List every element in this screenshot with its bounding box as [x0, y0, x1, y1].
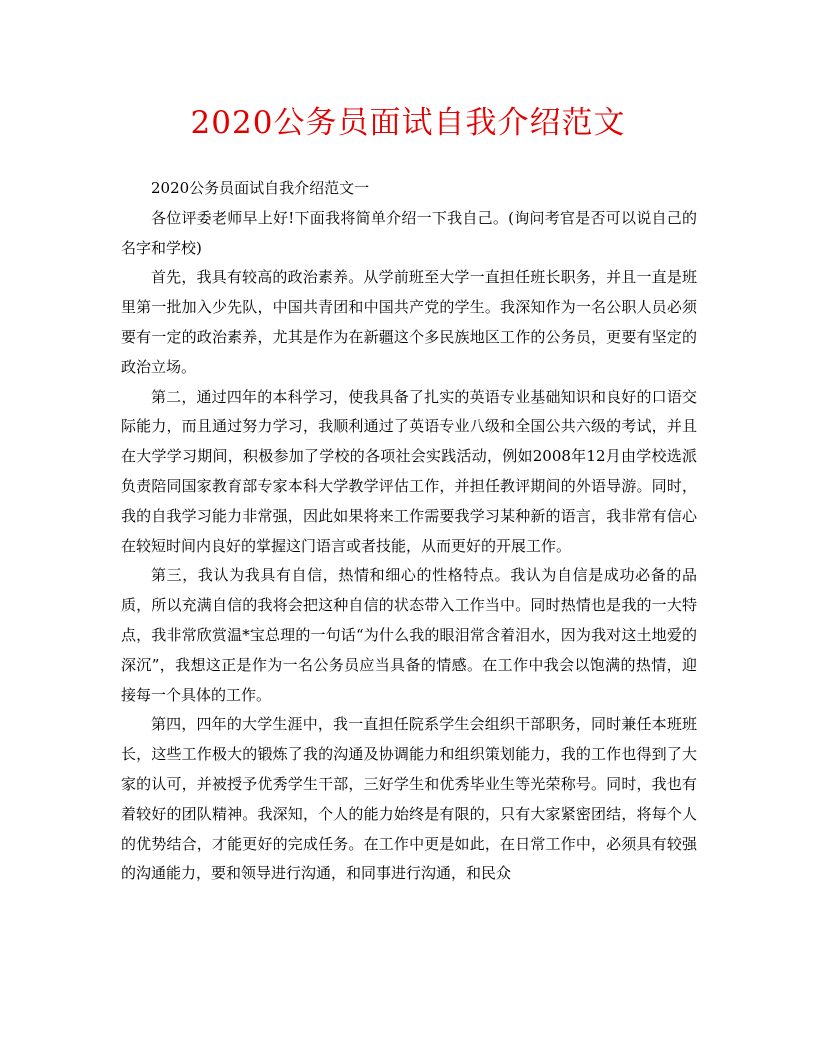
document-body	[121, 174, 697, 889]
document-title: 2020公务员面试自我介绍范文	[190, 105, 626, 141]
greeting-paragraph: 各位评委老师早上好!下面我将简单介绍一下我自己。(询问考官是否可以说自己的名字和学校)	[121, 208, 697, 257]
subtitle-paragraph: 2020公务员面试自我介绍范文一	[151, 179, 370, 197]
paragraph-second: 第二，通过四年的本科学习，使我具备了扎实的英语专业基础知识和良好的口语交际能力，而且通过努力学习，我顺利通过了英语专业八级和全国公共六级的考试，并且在大学学习期间，积极参加了学校的各项社会实践活动，例如2008年12月由学校选派负责陪同国家教育部专家本科大学教学评估工作，并担任教评期间的外语导游。同时，我的自我学习能力非常强，因此如果将来工作需要我学习某种新的语言，我非常有信心在较短时间内良好的掌握这门语言或者技能，从而更好的开展工作。	[121, 387, 697, 555]
paragraph-fourth: 第四，四年的大学生涯中，我一直担任院系学生会组织干部职务，同时兼任本班班长，这些工作极大的锻炼了我的沟通及协调能力和组织策划能力，我的工作也得到了大家的认可，并被授予优秀学生干部，三好学生和优秀毕业生等光荣称号。同时，我也有着较好的团队精神。我深知，个人的能力始终是有限的，只有大家紧密团结，将每个人的优势结合，才能更好的完成任务。在工作中更是如此，在日常工作中，必须具有较强的沟通能力，要和领导进行沟通，和同事进行沟通，和民众	[121, 715, 697, 883]
paragraph-third: 第三，我认为我具有自信，热情和细心的性格特点。我认为自信是成功必备的品质，所以充满自信的我将会把这种自信的状态带入工作当中。同时热情也是我的一大特点，我非常欣赏温*宝总理的一句话“为什么我的眼泪常含着泪水，因为我对这土地爱的深沉”，我想这正是作为一名公务员应当具备的情感。在工作中我会以饱满的热情，迎接每一个具体的工作。	[121, 566, 697, 704]
paragraph-first: 首先，我具有较高的政治素养。从学前班至大学一直担任班长职务，并且一直是班里第一批加入少先队，中国共青团和中国共产党的学生。我深知作为一名公职人员必须要有一定的政治素养，尤其是作为在新疆这个多民族地区工作的公务员，更要有坚定的政治立场。	[121, 268, 697, 376]
